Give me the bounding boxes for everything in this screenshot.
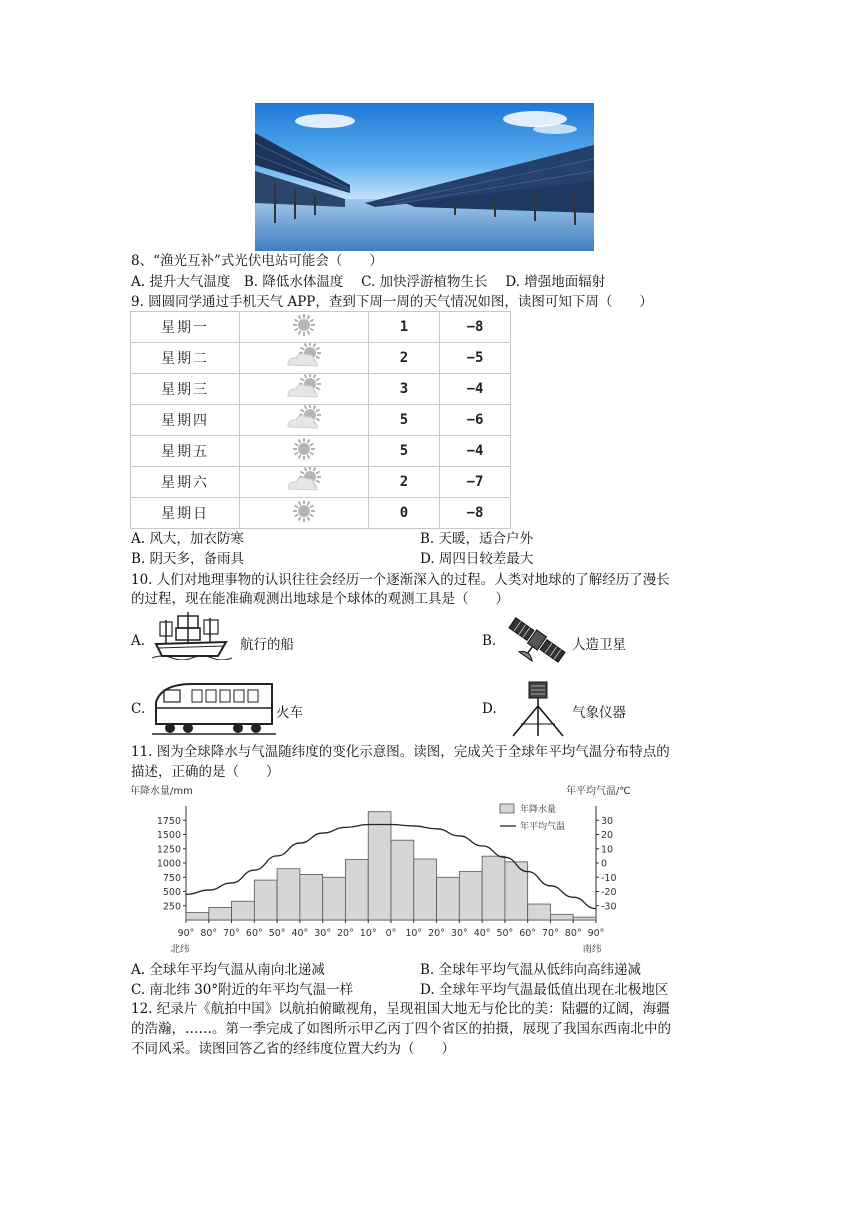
right-tick-label: 0 [601, 858, 608, 870]
sun-icon [240, 436, 369, 467]
right-axis-title: 年平均气温/℃ [566, 786, 631, 797]
q10-b-text: 人造卫星 [572, 637, 626, 653]
x-tick-label: 10° [359, 928, 377, 939]
x-tick-label: 50° [268, 928, 286, 939]
q10-line1: 10. 人们对地理事物的认识往往会经历一个逐渐深入的过程。人类对地球的了解经历了漫长 [131, 572, 670, 588]
q9-option-d: D. 周四日较差最大 [420, 551, 534, 567]
weather-high: 2 [369, 467, 440, 498]
train-icon [152, 678, 276, 740]
q10-b-letter: B. [482, 633, 497, 649]
precip-bar [277, 869, 300, 920]
sun-icon [240, 312, 369, 343]
right-tick-label: 20 [601, 830, 614, 841]
weather-instrument-icon [505, 680, 569, 742]
q10-c-text: 火车 [276, 705, 303, 721]
precip-bar [209, 907, 232, 920]
q11-line1: 11. 图为全球降水与气温随纬度的变化示意图。读图，完成关于全球年平均气温分布特点的 [131, 744, 670, 760]
q9-option-c: B. 阴天多，备雨具 [131, 551, 245, 567]
x-tick-label: 0° [385, 928, 397, 939]
left-tick-label: 1250 [156, 844, 181, 856]
precip-bar [368, 812, 391, 920]
x-tick-label: 20° [428, 928, 445, 939]
sun-icon [240, 498, 369, 529]
left-tick-label: 750 [162, 872, 181, 884]
left-axis-title: 年降水量/mm [130, 786, 193, 797]
legend-line-label: 年平均气温 [520, 822, 566, 832]
x-tick-label: 60° [519, 928, 537, 939]
weather-low: −6 [440, 405, 511, 436]
q12-line3: 不同风采。读图回答乙省的经纬度位置大约为（ ） [131, 1041, 455, 1057]
x-tick-label: 70° [542, 928, 559, 939]
q12-line2: 的浩瀚，……。第一季完成了如图所示甲乙丙丁四个省区的拍摄，展现了我国东西南北中的 [131, 1021, 671, 1037]
precip-bar [345, 860, 368, 920]
precip-bar [437, 877, 460, 920]
right-tick-label: -30 [601, 901, 617, 913]
precip-bar [232, 901, 255, 920]
q9-option-a: A. 风大，加衣防寒 [131, 531, 244, 547]
q11-line2: 描述，正确的是（ ） [131, 764, 280, 780]
solar-farm-photo [255, 103, 594, 251]
weather-high: 5 [369, 436, 440, 467]
weather-day: 星期一 [131, 312, 240, 343]
left-tick-label: 250 [162, 901, 181, 913]
precip-bar [323, 877, 346, 920]
q10-c-letter: C. [131, 701, 146, 717]
weather-day: 星期日 [131, 498, 240, 529]
cloud-sun-icon [240, 405, 369, 436]
left-tick-label: 1500 [156, 830, 181, 841]
weather-high: 0 [369, 498, 440, 529]
precip-bar [550, 914, 573, 920]
precip-bar [482, 856, 505, 920]
weather-row [131, 467, 511, 498]
x-tick-label: 90° [177, 928, 195, 939]
weather-table [130, 311, 511, 529]
q9-option-b: B. 天暖，适合户外 [420, 531, 534, 547]
weather-low: −8 [440, 498, 511, 529]
weather-high: 5 [369, 405, 440, 436]
weather-day: 星期五 [131, 436, 240, 467]
right-tick-label: -20 [601, 887, 617, 898]
ship-icon [152, 610, 232, 664]
legend-bar-swatch [500, 804, 514, 813]
q10-a-text: 航行的船 [240, 637, 294, 653]
precip-bar [528, 904, 551, 920]
x-tick-label: 30° [314, 928, 332, 939]
x-tick-label: 90° [587, 928, 605, 939]
q11-option-d: D. 全球年平均气温最低值出现在北极地区 [420, 982, 669, 998]
precip-bar [254, 880, 277, 920]
x-left-label: 北纬 [170, 944, 190, 955]
q11-option-a: A. 全球年平均气温从南向北递减 [131, 962, 325, 978]
precip-bar [573, 917, 596, 920]
x-tick-label: 40° [473, 928, 491, 939]
weather-low: −8 [440, 312, 511, 343]
x-tick-label: 50° [496, 928, 514, 939]
x-tick-label: 80° [200, 928, 218, 939]
q10-a-letter: A. [131, 633, 146, 649]
precip-temp-chart [128, 782, 648, 964]
q12-line1: 12. 纪录片《航拍中国》以航拍俯瞰视角，呈现祖国大地无与伦比的美：陆疆的辽阔，海疆 [131, 1001, 670, 1017]
x-tick-label: 80° [564, 928, 582, 939]
weather-low: −4 [440, 374, 511, 405]
weather-day: 星期二 [131, 343, 240, 374]
weather-low: −5 [440, 343, 511, 374]
q10-d-letter: D. [482, 701, 497, 717]
left-tick-label: 1000 [156, 858, 181, 870]
right-tick-label: 30 [601, 815, 614, 827]
precip-bar [186, 913, 209, 920]
q11-option-b: B. 全球年平均气温从低纬向高纬递减 [420, 962, 642, 978]
precip-bar [414, 859, 437, 920]
weather-high: 1 [369, 312, 440, 343]
weather-row [131, 343, 511, 374]
weather-low: −7 [440, 467, 511, 498]
weather-day: 星期六 [131, 467, 240, 498]
weather-row [131, 498, 511, 529]
legend-bar-label: 年降水量 [520, 805, 557, 815]
weather-row [131, 312, 511, 343]
x-tick-label: 60° [245, 928, 263, 939]
cloud-sun-icon [240, 467, 369, 498]
right-tick-label: -10 [601, 872, 617, 884]
q11-option-c: C. 南北纬 30°附近的年平均气温一样 [131, 982, 354, 998]
x-tick-label: 30° [450, 928, 468, 939]
x-right-label: 南纬 [582, 944, 602, 955]
left-tick-label: 1750 [156, 815, 181, 827]
q8-question: 8、“渔光互补”式光伏电站可能会（ ） [131, 253, 383, 269]
weather-high: 3 [369, 374, 440, 405]
weather-day: 星期四 [131, 405, 240, 436]
satellite-icon [505, 612, 569, 672]
precip-bar [391, 840, 414, 920]
x-tick-label: 40° [291, 928, 309, 939]
q8-options: A. 提升大气温度 B. 降低水体温度 C. 加快浮游植物生长 D. 增强地面辐射 [131, 274, 606, 290]
left-tick-label: 500 [162, 887, 181, 898]
cloud-sun-icon [240, 343, 369, 374]
weather-low: −4 [440, 436, 511, 467]
weather-row [131, 374, 511, 405]
weather-row [131, 405, 511, 436]
q10-d-text: 气象仪器 [572, 705, 626, 721]
q10-line2: 的过程，现在能准确观测出地球是个球体的观测工具是（ ） [131, 591, 509, 607]
x-tick-label: 20° [337, 928, 354, 939]
weather-row [131, 436, 511, 467]
weather-day: 星期三 [131, 374, 240, 405]
precip-bar [300, 874, 323, 920]
weather-high: 2 [369, 343, 440, 374]
x-tick-label: 10° [405, 928, 423, 939]
right-tick-label: 10 [601, 844, 614, 856]
x-tick-label: 70° [223, 928, 240, 939]
precip-bar [459, 872, 482, 920]
cloud-sun-icon [240, 374, 369, 405]
q9-question: 9. 圆圆同学通过手机天气 APP，查到下周一周的天气情况如图，读图可知下周（ ） [131, 294, 653, 310]
